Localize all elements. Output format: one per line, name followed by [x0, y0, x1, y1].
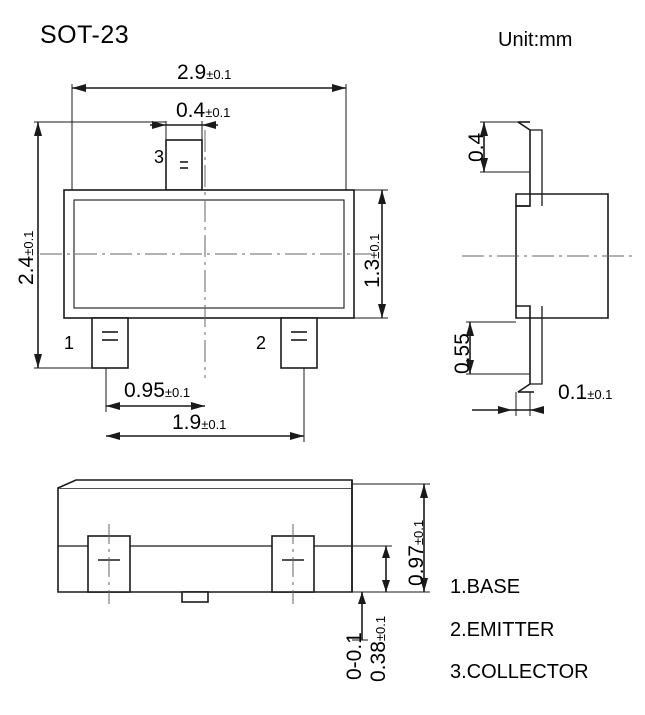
dim-body-height-1-3: 1.3±0.1 [361, 233, 384, 288]
dim-side-0-55: 0.55 [451, 333, 474, 374]
dim-front-0-38: 0.38±0.1 [367, 615, 390, 682]
dim-body-width-2-9: 2.9±0.1 [177, 61, 232, 84]
dim-lead-width-0-4: 0.4±0.1 [176, 99, 231, 122]
top-view-lead-2 [281, 318, 317, 368]
dim-front-0-97: 0.97±0.1 [405, 519, 428, 586]
pin-label-3: 3 [154, 147, 165, 167]
dim-pitch-0-95: 0.95±0.1 [124, 379, 191, 402]
dim-side-0-55-line [466, 322, 530, 374]
dim-front-0-38-line [352, 546, 392, 592]
unit-note: Unit:mm [498, 29, 573, 51]
dim-front-standoff-0-0-1: 0-0.1 [343, 632, 366, 680]
dim-side-0-1-line [472, 392, 544, 416]
dim-side-0-1: 0.1±0.1 [558, 381, 613, 404]
legend-item-collector: 3.COLLECTOR [450, 661, 589, 683]
pin-label-1: 1 [64, 333, 75, 353]
top-view-lead-1 [92, 318, 128, 368]
legend-item-emitter: 2.EMITTER [450, 619, 555, 641]
page-title: SOT-23 [40, 21, 130, 49]
pin-label-2: 2 [256, 333, 267, 353]
dim-span-1-9: 1.9±0.1 [172, 411, 227, 434]
dim-0-4-line [150, 121, 218, 142]
top-view-lead-3 [166, 140, 202, 190]
dim-overall-height-2-4: 2.4±0.1 [15, 230, 38, 285]
dim-side-0-4: 0.4 [465, 132, 488, 162]
legend-item-base: 1.BASE [450, 576, 521, 598]
